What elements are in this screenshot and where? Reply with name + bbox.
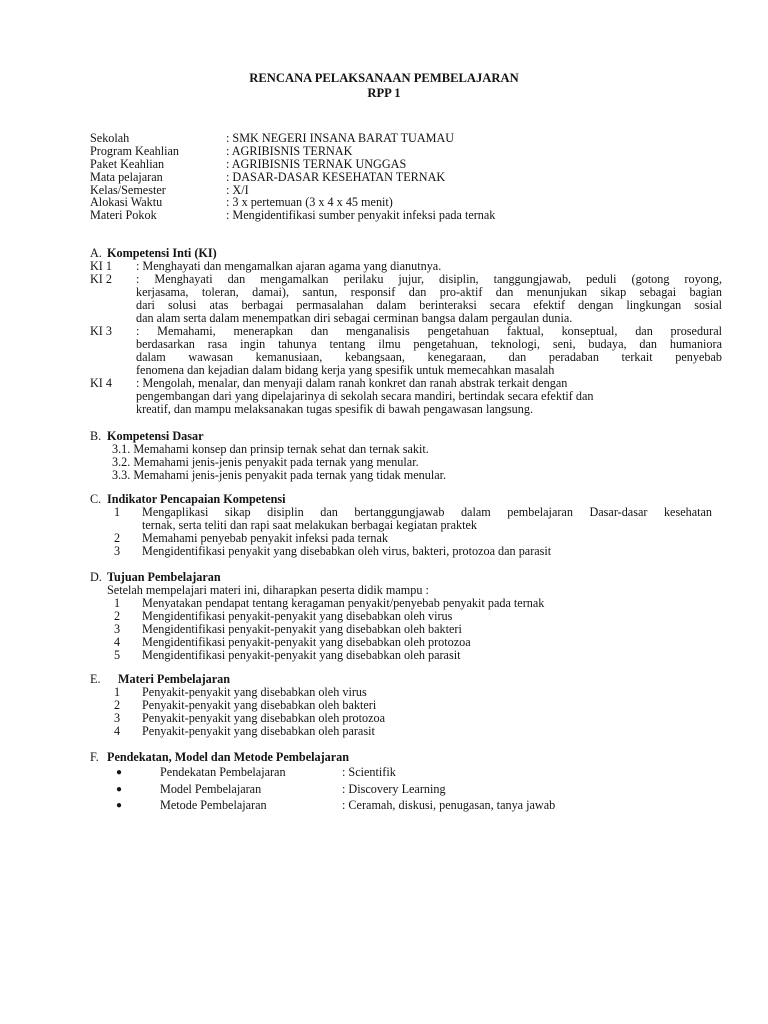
ki-text-line: kerjasama, toleran, damai), santun, responsif dan pro-aktif dan menunjukan sikap sebagai bagian: [136, 285, 722, 299]
ki-text-line: fenomena dan kejadian dalam bidang kerja yang spesifik untuk memecahkan masalah: [136, 363, 555, 377]
indikator-text-line: Mengidentifikasi penyakit yang disebabkan oleh virus, bakteri, protozoa dan parasit: [142, 544, 552, 558]
ki-text-line: dan alam serta dalam menempatkan diri sebagai cerminan bangsa dalam pergaulan dunia.: [136, 311, 573, 325]
materi-item: [90, 725, 712, 738]
ki-text-line: pengembangan dari yang dipelajarinya di sekolah secara mandiri, bertindak secara efektif dan: [136, 389, 594, 403]
info-value: : 3 x pertemuan (3 x 4 x 45 menit): [226, 195, 393, 210]
kd-item: 3.1. Memahami konsep dan prinsip ternak sehat dan ternak sakit.: [112, 442, 429, 456]
ki-label: KI 4: [90, 376, 113, 390]
ki-label: KI 1: [90, 259, 113, 273]
section-kompetensi-dasar: [90, 430, 446, 482]
info-row-program: [90, 145, 495, 158]
ki-text-line: berdasarkan rasa ingin tahunya tentang ilmu pengetahuan, teknologi, seni, budaya, dan humaniora: [136, 337, 722, 351]
section-title: Kompetensi Dasar: [107, 429, 204, 443]
section-title: Tujuan Pembelajaran: [107, 570, 221, 584]
info-value: : X/I: [226, 182, 249, 197]
document-subtitle: RPP 1: [367, 86, 401, 100]
item-number: 5: [114, 648, 121, 662]
tujuan-text: Menyatakan pendapat tentang keragaman penyakit/penyebab penyakit pada ternak: [142, 596, 545, 610]
pendekatan-key: Model Pembelajaran: [160, 781, 262, 796]
section-title: Pendekatan, Model dan Metode Pembelajaran: [107, 750, 350, 764]
ki-label: KI 3: [90, 324, 113, 338]
section-letter: B.: [90, 429, 102, 443]
pendekatan-key: Metode Pembelajaran: [160, 798, 267, 813]
pendekatan-item: [90, 799, 555, 816]
info-label: Kelas/Semester: [90, 182, 166, 197]
item-number: 4: [114, 635, 121, 649]
ki-item: [90, 325, 722, 377]
section-pendekatan: [90, 751, 555, 816]
ki-text-line: : Menghayati dan mengamalkan perilaku jujur, disiplin, tanggungjawab, peduli (gotong royong,: [136, 272, 722, 286]
item-number: 3: [114, 544, 121, 558]
materi-text: Penyakit-penyakit yang disebabkan oleh bakteri: [142, 698, 377, 712]
indikator-item: [90, 506, 712, 532]
ki-label: KI 2: [90, 272, 113, 286]
kd-item: 3.2. Memahami jenis-jenis penyakit pada ternak yang menular.: [112, 455, 419, 469]
tujuan-text: Mengidentifikasi penyakit-penyakit yang disebabkan oleh virus: [142, 609, 453, 623]
info-value: : SMK NEGERI INSANA BARAT TUAMAU: [226, 131, 455, 145]
tujuan-text: Mengidentifikasi penyakit-penyakit yang disebabkan oleh parasit: [142, 648, 461, 662]
info-value: : AGRIBISNIS TERNAK UNGGAS: [226, 156, 407, 171]
bullet-icon: ●: [116, 767, 123, 778]
item-number: 3: [114, 622, 121, 636]
section-kompetensi-inti: [90, 247, 722, 416]
info-label: Program Keahlian: [90, 143, 180, 158]
item-number: 2: [114, 698, 121, 712]
tujuan-text: Mengidentifikasi penyakit-penyakit yang disebabkan oleh bakteri: [142, 622, 462, 636]
document-title: RENCANA PELAKSANAAN PEMBELAJARAN: [249, 71, 519, 85]
tujuan-text: Mengidentifikasi penyakit-penyakit yang disebabkan oleh protozoa: [142, 635, 471, 649]
pendekatan-key: Pendekatan Pembelajaran: [160, 765, 286, 779]
section-letter: D.: [90, 570, 102, 584]
item-number: 1: [114, 505, 121, 519]
indikator-text-line: Memahami penyebab penyakit infeksi pada ternak: [142, 531, 389, 545]
identity-table: [90, 132, 495, 222]
materi-text: Penyakit-penyakit yang disebabkan oleh virus: [142, 685, 367, 699]
info-label: Sekolah: [90, 131, 130, 145]
tujuan-intro: Setelah mempelajari materi ini, diharapkan peserta didik mampu :: [107, 583, 429, 597]
ki-text-line: : Memahami, menerapkan dan menganalisis pengetahuan faktual, konseptual, dan prosedural: [136, 324, 722, 338]
info-label: Paket Keahlian: [90, 156, 165, 171]
section-title: Materi Pembelajaran: [118, 672, 231, 686]
info-row-paket: [90, 158, 495, 171]
item-number: 1: [114, 685, 121, 699]
section-letter: A.: [90, 246, 102, 260]
info-label: Alokasi Waktu: [90, 195, 163, 210]
info-value: : DASAR-DASAR KESEHATAN TERNAK: [226, 169, 446, 184]
indikator-item: [90, 545, 712, 558]
pendekatan-value: : Ceramah, diskusi, penugasan, tanya jawab: [342, 798, 556, 813]
section-heading: [90, 751, 555, 764]
indikator-text-line: ternak, serta teliti dan rapi saat melakukan berbagai kegiatan praktek: [142, 518, 478, 532]
materi-text: Penyakit-penyakit yang disebabkan oleh parasit: [142, 724, 375, 738]
item-number: 2: [114, 609, 121, 623]
materi-text: Penyakit-penyakit yang disebabkan oleh protozoa: [142, 711, 386, 725]
section-indikator: [90, 493, 712, 558]
pendekatan-item: [90, 783, 555, 800]
info-label: Materi Pokok: [90, 208, 157, 223]
section-title: Indikator Pencapaian Kompetensi: [107, 492, 286, 506]
ki-text-line: dari solusi atas berbagai permasalahan dalam berinteraksi secara efektif dengan lingkungan sosial: [136, 298, 722, 312]
info-value: : Mengidentifikasi sumber penyakit infeksi pada ternak: [226, 208, 496, 223]
item-number: 1: [114, 596, 121, 610]
section-letter: E.: [90, 672, 101, 686]
section-letter: C.: [90, 492, 102, 506]
bullet-icon: ●: [116, 783, 123, 795]
section-title: Kompetensi Inti (KI): [107, 246, 217, 260]
kd-item: 3.3. Memahami jenis-jenis penyakit pada ternak yang tidak menular.: [112, 468, 447, 482]
info-row-mapel: [90, 171, 495, 184]
info-value: : AGRIBISNIS TERNAK: [226, 143, 353, 158]
ki-item: [90, 377, 722, 416]
indikator-text-line: Mengaplikasi sikap disiplin dan bertanggungjawab dalam pembelajaran Dasar-dasar kesehatan: [142, 505, 712, 519]
info-row-sekolah: [90, 132, 495, 145]
info-label: Mata pelajaran: [90, 169, 163, 184]
pendekatan-item: [90, 766, 555, 783]
section-letter: F.: [90, 750, 99, 764]
ki-text-line: dalam wawasan kemanusiaan, kebangsaan, kenegaraan, dan peradaban terkait penyebab: [136, 350, 722, 364]
section-tujuan: [90, 571, 712, 662]
section-materi: [90, 673, 712, 738]
bullet-icon: ●: [116, 800, 123, 812]
ki-item: [90, 273, 722, 325]
pendekatan-value: : Discovery Learning: [342, 781, 446, 796]
pendekatan-value: : Scientifik: [342, 765, 396, 779]
tujuan-item: [90, 649, 712, 662]
item-number: 3: [114, 711, 121, 725]
item-number: 2: [114, 531, 121, 545]
ki-text-line: : Mengolah, menalar, dan menyaji dalam ranah konkret dan ranah abstrak terkait dengan: [136, 376, 568, 390]
ki-text-line: : Menghayati dan mengamalkan ajaran agama yang dianutnya.: [136, 259, 442, 273]
ki-text-line: kreatif, dan mampu melaksanakan tugas spesifik di bawah pengawasan langsung.: [136, 402, 533, 416]
item-number: 4: [114, 724, 121, 738]
info-row-materi: [90, 209, 495, 222]
